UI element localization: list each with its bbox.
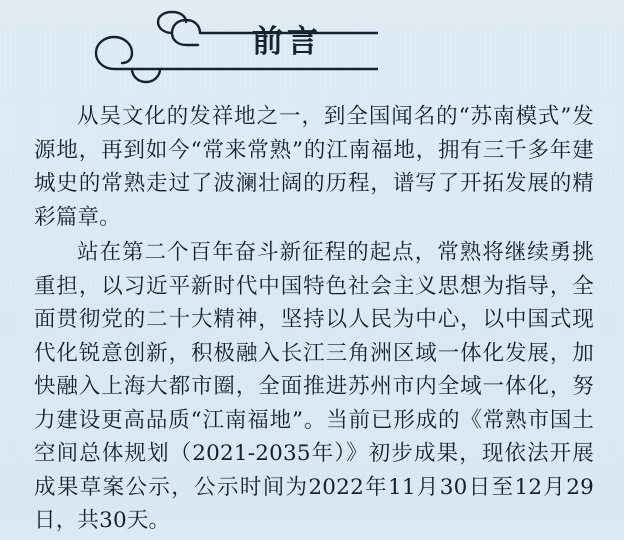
page-title: 前言	[252, 24, 322, 60]
paragraph: 从吴文化的发祥地之一，到全国闻名的“苏南模式”发源地，再到如今“常来常熟”的江南福地，拥有三千多年建城史的常熟走过了波澜壮阔的历程，谱写了开拓发展的精彩篇章。	[34, 104, 594, 230]
scroll-cloud-ornament-icon	[48, 6, 378, 86]
page-header	[0, 0, 624, 92]
foreword-body	[34, 100, 594, 540]
paragraph: 站在第二个百年奋斗新征程的起点，常熟将继续勇挑重担，以习近平新时代中国特色社会主义思想为指导，全面贯彻党的二十大精神，坚持以人民为中心，以中国式现代化锐意创新，积极融入长江三角洲区域一体化发展，加快融入上海大都市圈，全面推进苏州市内全域一体化，努力建设更高品质“江南福地”。当前已形成的《常熟市国土空间总体规划（2021-2035年）》初步成果，现依法开展成果草案公示，公示时间为2022年11月30日至12月29日，共30天。	[34, 240, 594, 533]
